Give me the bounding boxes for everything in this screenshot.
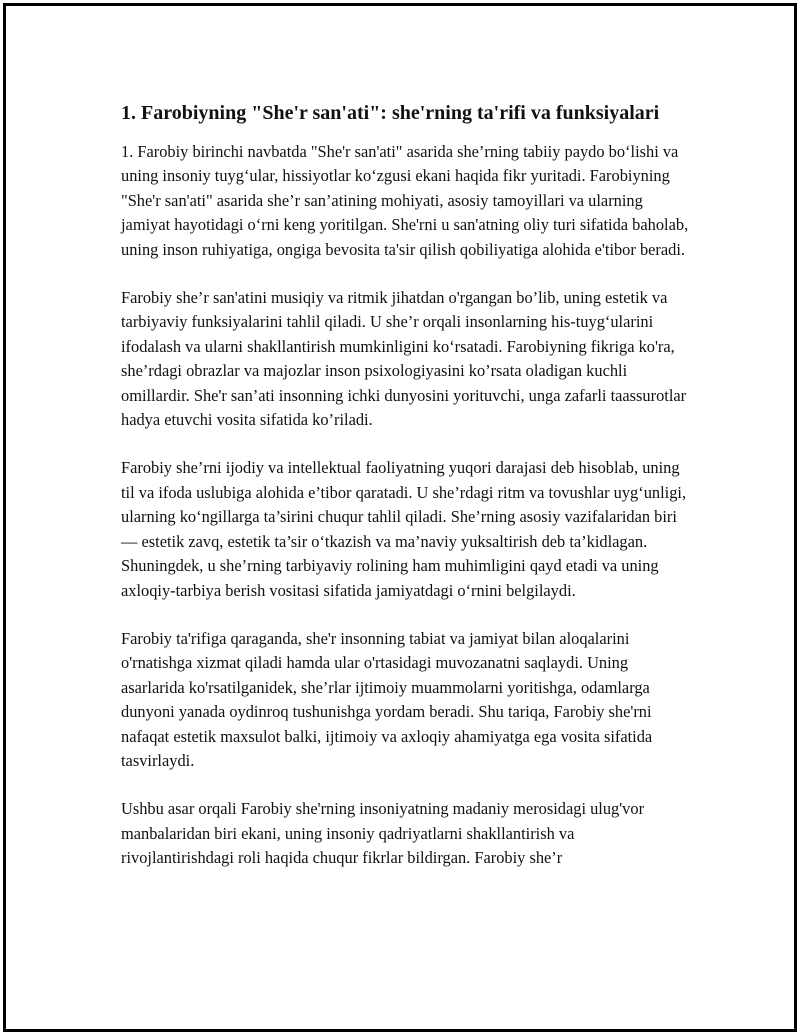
paragraph-1: 1. Farobiy birinchi navbatda "She'r san'ati" asarida she’rning tabiiy paydo bo‘lishi va uning insoniy tuyg‘ular, hissiyotlar ko‘zgusi ekani haqida fikr yuritadi. Farobiyning "She'r san'ati" asarida she’r san’atining mohiyati, asosiy tamoyillari va ularning jamiyat hayotidagi o‘rni keng yoritilgan. She'rni u san'atning oliy turi sifatida baholab, uning inson ruhiyatiga, ongiga bevosita ta'sir qilish qobiliyatiga alohida e'tibor beradi. [121, 142, 689, 259]
paragraph-4: Farobiy ta'rifiga qaraganda, she'r insonning tabiat va jamiyat bilan aloqalarini o'rnatishga xizmat qiladi hamda ular o'rtasidagi muvozanatni saqlaydi. Uning asarlarida ko'rsatilganidek, she’rlar ijtimoiy muammolarni yoritishga, odamlarga dunyoni yanada oydinroq tushunishga yordam beradi. Shu tariqa, Farobiy she'rni nafaqat estetik maxsulot balki, ijtimoiy va axloqiy ahamiyatga ega vosita sifatida tasvirlaydi. [121, 628, 653, 770]
paragraph-2: Farobiy she’r san'atini musiqiy va ritmik jihatdan o'rgangan bo’lib, uning estetik va tarbiyaviy funksiyalarini tahlil qiladi. U she’r orqali insonlarning his-tuyg‘ularini ifodalash va ularni shakllantirish mumkinligini ko‘rsatadi. Farobiyning fikriga ko'ra, she’rdagi obrazlar va majozlar inson psixologiyasini ko’rsata oladigan kuchli omillardir. She'r san’ati insonning ichki dunyosini yorituvchi, unga zafarli taassurotlar hadya etuvchi vosita sifatida ko’riladi. [121, 288, 687, 430]
document-body [121, 100, 691, 895]
document-title: 1. Farobiyning "She'r san'ati": she'rning ta'rifi va funksiyalari [121, 102, 660, 124]
page-frame [3, 3, 797, 1032]
paragraph-5: Ushbu asar orqali Farobiy she'rning insoniyatning madaniy merosidagi ulug'vor manbalaridan biri ekani, uning insoniy qadriyatlarni shakllantirish va rivojlantirishdagi roli haqida chuqur fikrlar bildirgan. Farobiy she’r [121, 799, 645, 868]
paragraph-3: Farobiy she’rni ijodiy va intellektual faoliyatning yuqori darajasi deb hisoblab, uning til va ifoda uslubiga alohida e’tibor qaratadi. U she’rdagi ritm va tovushlar uyg‘unligi, ularning ko‘ngillarga ta’sirini chuqur tahlil qiladi. She’rning asosiy vazifalaridan biri — estetik zavq, estetik ta’sir o‘tkazish va ma’naviy yuksaltirish deb ta’kidlagan. Shuningdek, u she’rning tarbiyaviy rolining ham muhimligini qayd etadi va uning axloqiy-tarbiya berish vositasi sifatida jamiyatdagi o‘rnini belgilaydi. [121, 458, 687, 600]
